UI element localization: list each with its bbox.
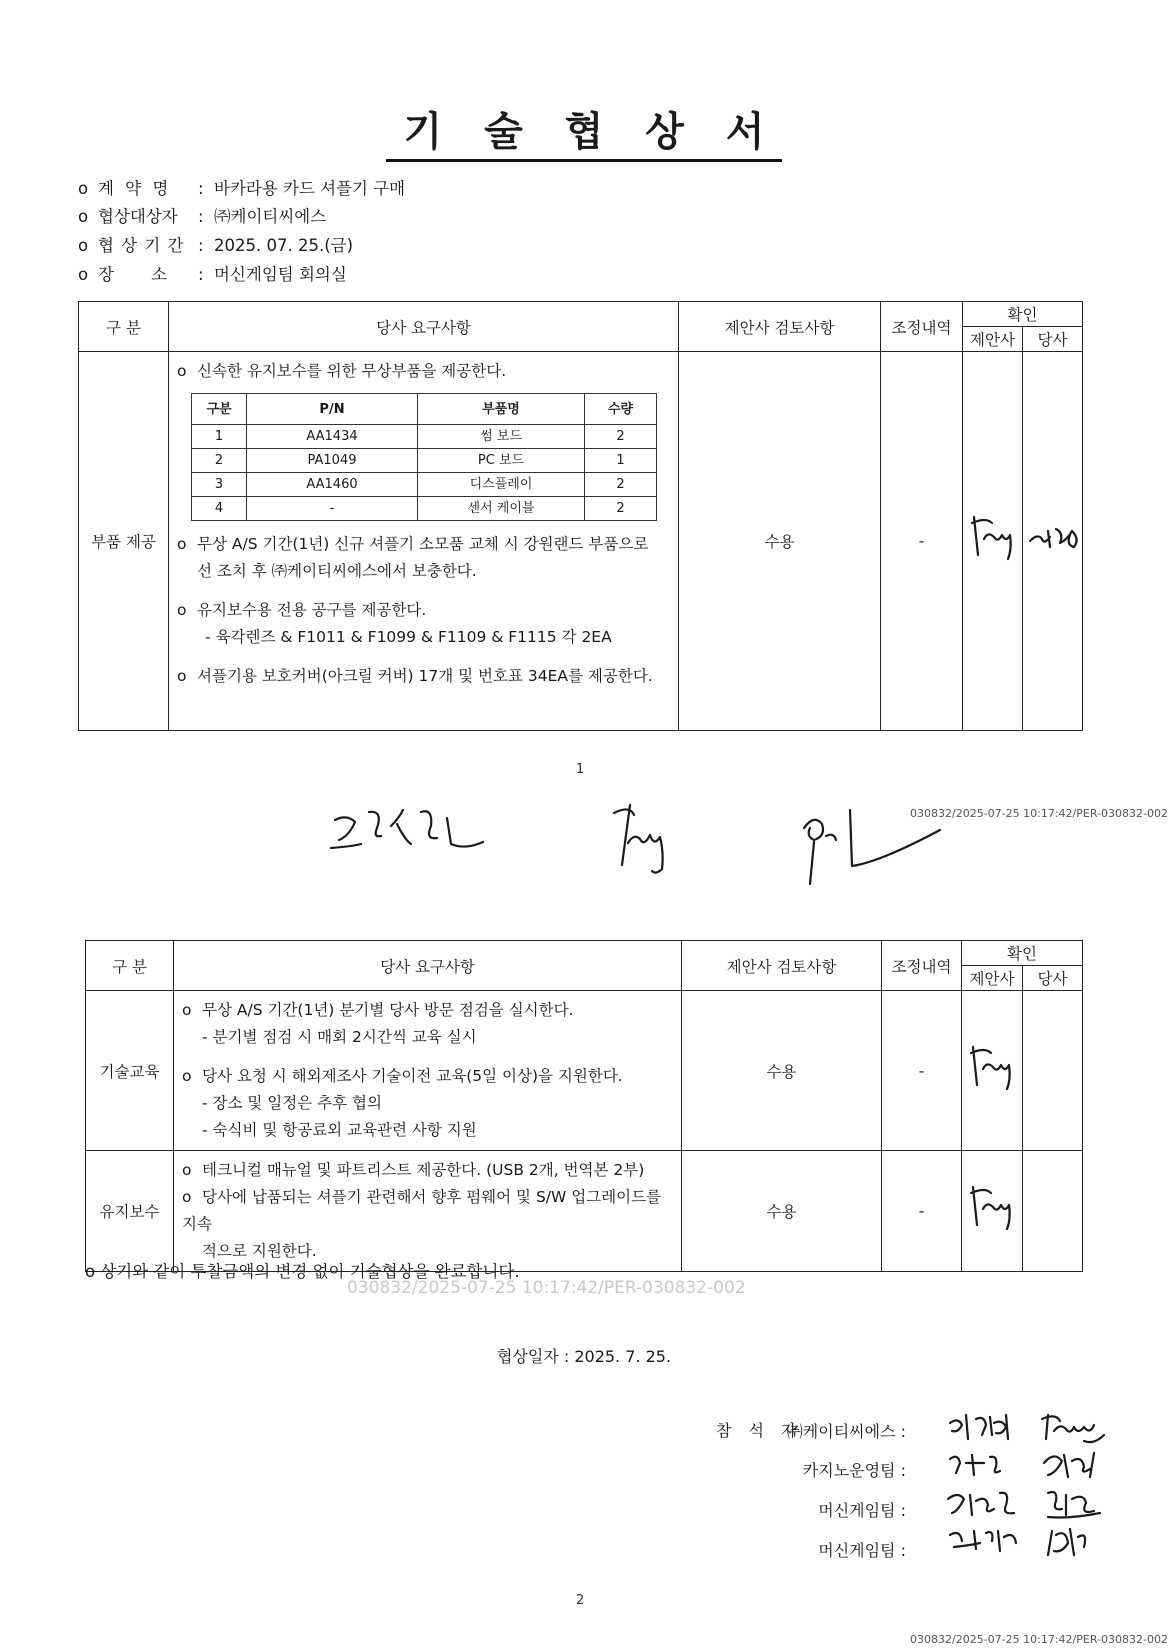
vendor-signature: [963, 1039, 1021, 1099]
header-adjustment: 조정내역: [881, 302, 963, 352]
company-signature: [1024, 509, 1082, 569]
document-title: 기 술 협 상 서: [0, 100, 1168, 157]
requirements-parts: o 신속한 유지보수를 위한 무상부품을 제공한다. 구분 P/N 부품명 수량 1 AA1434 썸 보드 2 2 PA1049 PC 보드 1 3 AA1460 디스플레이 2 4 - 센서 케이블 2 o 무상 A/S 기간(1년) 신규 셔플기 소모품 교체 시 강원랜드 부품으로 선 조치 후 ㈜케이티씨에스에서 보충한다. o 유지보수용 전용 공구를 제공한다. - 육각렌즈 & F1011 & F1099 & F1109 & F1115 각 2EA o 셔플기용 보호커버(아크릴 커버) 17개 및 번호표 34EA를 제공한다.: [169, 352, 679, 731]
watermark: 030832/2025-07-25 10:17:42/PER-030832-002: [347, 1278, 746, 1298]
category-training: 기술교육: [86, 991, 174, 1151]
requirements-training: o 무상 A/S 기간(1년) 분기별 당사 방문 점검을 실시한다. - 분기별 점검 시 매회 2시간씩 교육 실시 o 당사 요청 시 해외제조사 기술이전 교육(5일 이상)을 지원한다. - 장소 및 일정은 추후 협의 - 숙식비 및 항공료외 교육관련 사항 지원: [174, 991, 682, 1151]
header-requirements: 당사 요구사항: [174, 941, 682, 991]
vendor-signature: [963, 1179, 1021, 1239]
page-number-1: 1: [576, 762, 585, 777]
header-review: 제안사 검토사항: [682, 941, 882, 991]
handwritten-signature-2: [600, 795, 700, 885]
header-confirm-us: 당사: [1023, 966, 1083, 991]
requirements-maintenance: o 테크니컬 매뉴얼 및 파트리스트 제공한다. (USB 2개, 번역본 2부) o 당사에 납품되는 셔플기 관련해서 향후 펌웨어 및 S/W 업그레이드를 지속 적으로 지원한다.: [174, 1151, 682, 1272]
attendee-row-1-org: ㈜케이티씨에스 :: [786, 1422, 906, 1441]
page-number-2: 2: [576, 1593, 585, 1608]
header-confirm-vendor: 제안사: [963, 327, 1023, 352]
document-stamp-2: 030832/2025-07-25 10:17:42/PER-030832-002: [910, 1633, 1168, 1646]
attendees-label: 참 석 자: [716, 1421, 803, 1440]
header-confirm: 확인: [962, 941, 1083, 966]
closing-statement: o 상기와 같이 투찰금액의 변경 없이 기술협상을 완료합니다.: [85, 1262, 520, 1281]
confirm-vendor-signature-cell: [962, 1151, 1023, 1272]
confirm-us-signature-cell: [1023, 1151, 1083, 1272]
handwritten-signature-1: [325, 800, 505, 870]
info-location: o 장 소 : 머신게임팀 회의실: [78, 265, 347, 284]
negotiation-table-1: [78, 301, 1083, 731]
parts-header-pn: P/N: [247, 394, 418, 425]
info-negotiation-period: o 협 상 기 간 : 2025. 07. 25.(금): [78, 236, 354, 255]
table-row: 1 AA1434 썸 보드 2: [192, 425, 657, 449]
parts-header-no: 구분: [192, 394, 247, 425]
adjust-training: -: [882, 991, 962, 1151]
category-parts: 부품 제공: [79, 352, 169, 731]
header-category: 구 분: [79, 302, 169, 352]
confirm-us-signature-cell: [1023, 352, 1083, 731]
table-row: 4 - 센서 케이블 2: [192, 497, 657, 521]
header-confirm-vendor: 제안사: [962, 966, 1023, 991]
parts-table: [191, 393, 657, 521]
attendee-row-4-org: 머신게임팀 :: [818, 1541, 906, 1560]
adjust-maintenance: -: [882, 1151, 962, 1272]
attendee-row-2-org: 카지노운영팀 :: [802, 1461, 906, 1480]
review-maintenance: 수용: [682, 1151, 882, 1272]
confirm-vendor-signature-cell: [963, 352, 1023, 731]
adjust-parts: -: [881, 352, 963, 731]
category-maintenance: 유지보수: [86, 1151, 174, 1272]
attendee-signatures: [944, 1405, 1134, 1575]
attendee-row-3-org: 머신게임팀 :: [818, 1501, 906, 1520]
document-stamp-1: 030832/2025-07-25 10:17:42/PER-030832-002: [910, 807, 1168, 820]
confirm-us-signature-cell: [1023, 991, 1083, 1151]
negotiation-table-2: [85, 940, 1083, 1272]
table-row: 2 PA1049 PC 보드 1: [192, 449, 657, 473]
vendor-signature: [964, 509, 1022, 569]
review-parts: 수용: [679, 352, 881, 731]
parts-header-qty: 수량: [585, 394, 657, 425]
handwritten-signature-3: [790, 800, 950, 890]
header-confirm-us: 당사: [1023, 327, 1083, 352]
negotiation-date: 협상일자 : 2025. 7. 25.: [496, 1347, 672, 1366]
review-training: 수용: [682, 991, 882, 1151]
table-row: [86, 991, 1083, 1151]
table-row: 3 AA1460 디스플레이 2: [192, 473, 657, 497]
parts-header-name: 부품명: [418, 394, 585, 425]
info-contract-name: o 계 약 명 : 바카라용 카드 셔플기 구매: [78, 179, 406, 198]
header-requirements: 당사 요구사항: [169, 302, 679, 352]
header-adjustment: 조정내역: [882, 941, 962, 991]
header-review: 제안사 검토사항: [679, 302, 881, 352]
info-negotiation-party: o 협상대상자 : ㈜케이티씨에스: [78, 207, 327, 226]
header-category: 구 분: [86, 941, 174, 991]
confirm-vendor-signature-cell: [962, 991, 1023, 1151]
header-confirm: 확인: [963, 302, 1083, 327]
table-row: [86, 1151, 1083, 1272]
